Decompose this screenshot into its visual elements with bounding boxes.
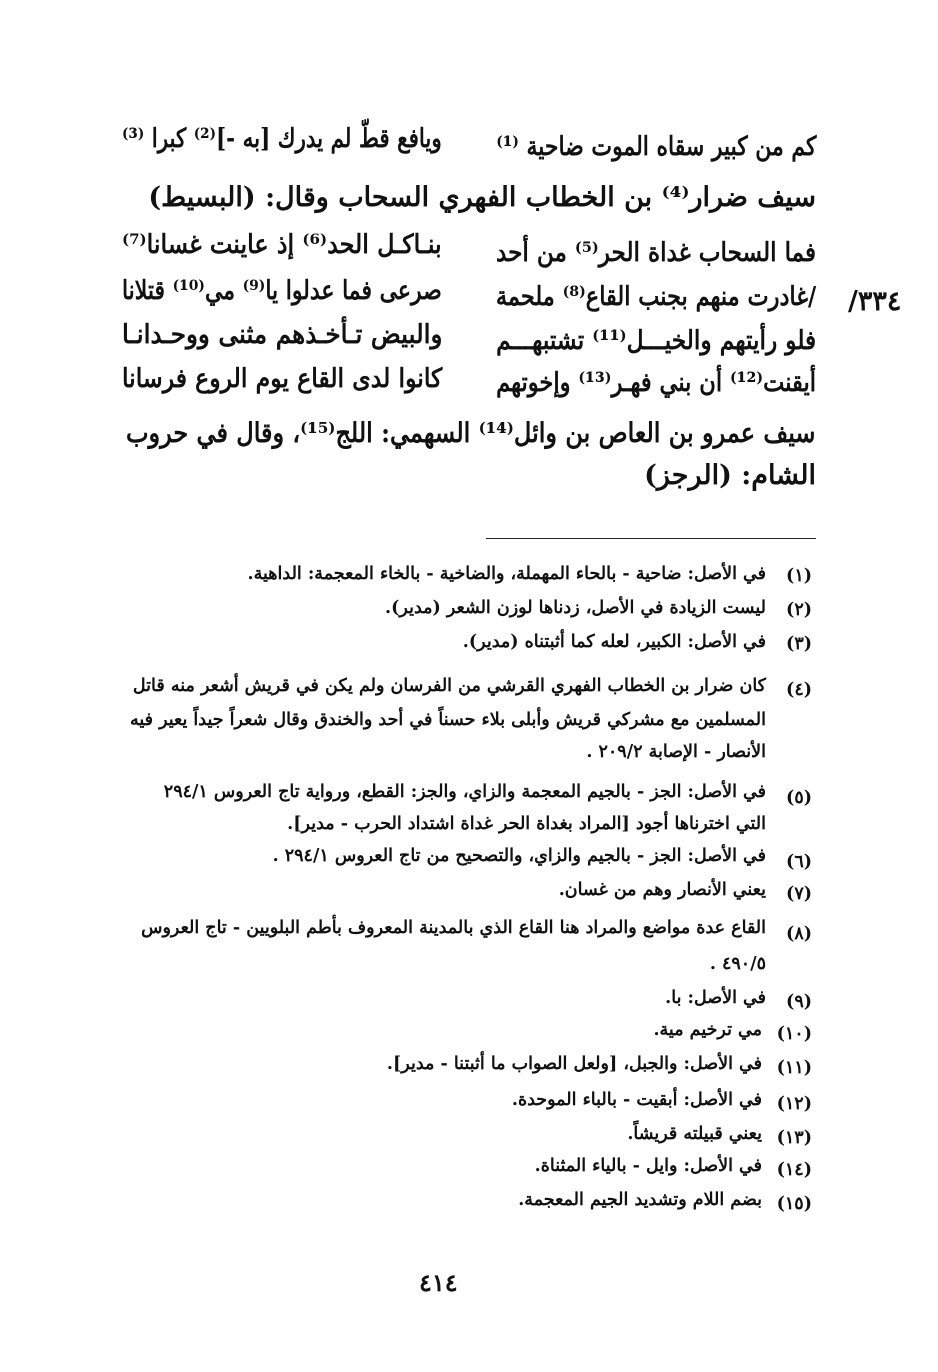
footnote-text: كان ضرار بن الخطاب الفهري القرشي من الفرسان ولم يكن في قريش أشعر منه قاتل — [132, 676, 766, 696]
footnote-number: (٣) — [786, 634, 812, 654]
footnote-number: (١١) — [776, 1058, 812, 1078]
footnote-number: (١٠) — [776, 1024, 812, 1044]
footnote-number: (٥) — [786, 788, 812, 808]
footnote-number: (١٢) — [776, 1094, 812, 1114]
footnote-text: الأنصار - الإصابة ٢٠٩/٢ . — [586, 742, 766, 762]
intro-line-3: الشام: (الرجز) — [644, 460, 816, 491]
poem2-verse2-left: صرعى فما عدلوا يا⁽⁹⁾ مي⁽¹⁰⁾ قتلانا — [122, 276, 442, 306]
poem2-verse4-right: أيقنت⁽¹²⁾ أن بني فهـر⁽¹³⁾ وإخوتهم — [496, 368, 816, 398]
footnote-text: المسلمين مع مشركي قريش وأبلى بلاء حسناً في أحد والخندق وقال شعراً جيداً يعير فيه — [129, 710, 766, 730]
poem2-verse2-right: /غادرت منهم بجنب القاع⁽⁸⁾ ملحمة — [495, 282, 816, 312]
footnote-number: (١٥) — [776, 1194, 812, 1214]
footnote-text: ليست الزيادة في الأصل، زدناها لوزن الشعر (مدير). — [385, 598, 766, 618]
intro-line-2: سيف عمرو بن العاص بن وائل⁽¹⁴⁾ السهمي: اللج⁽¹⁵⁾، وقال في حروب — [126, 418, 816, 449]
poem2-verse1-left: بنـاكـل الحد⁽⁶⁾ إذ عاينت غسانا⁽⁷⁾ — [122, 230, 442, 260]
footnote-text: مي ترخيم مية. — [653, 1020, 762, 1040]
poem2-verse3-left: والبيض تـأخـذهم مثنى ووحـدانـا — [122, 320, 443, 350]
footnote-text: في الأصل: ضاحية - بالحاء المهملة، والضاخية - بالخاء المعجمة: الداهية. — [247, 564, 766, 584]
page-number: ٤١٤ — [419, 1268, 458, 1297]
poem2-verse4-left: كانوا لدى القاع يوم الروع فرسانا — [122, 364, 443, 394]
footnote-text: التي اخترناها أجود [المراد بغداة الحر غداة اشتداد الحرب - مدير]. — [287, 814, 766, 834]
footnote-number: (١) — [786, 566, 812, 586]
poem1-hemistich-right: كم من كبير سقاه الموت ضاحية ⁽¹⁾ — [495, 132, 816, 162]
footnote-text: في الأصل: والجبل، [ولعل الصواب ما أثبتنا - مدير]. — [386, 1054, 762, 1074]
footnote-text: في الأصل: الكبير، لعله كما أثبتناه (مدير). — [462, 632, 766, 652]
footnote-text: بضم اللام وتشديد الجيم المعجمة. — [518, 1190, 762, 1210]
footnote-text: في الأصل: وايل - بالياء المثناة. — [534, 1156, 762, 1176]
footnote-text: في الأصل: الجز - بالجيم المعجمة والزاي، والجز: القطع، ورواية تاج العروس ٢٩٤/١ — [163, 782, 766, 802]
footnote-number: (٩) — [786, 992, 812, 1012]
footnote-text: القاع عدة مواضع والمراد هنا القاع الذي بالمدينة المعروف بأطم البلويين - تاج العروس — [141, 918, 766, 938]
footnote-text: يعني قبيلته قريشاً. — [627, 1124, 762, 1144]
footnote-number: (٢) — [786, 600, 812, 620]
poem2-verse1-right: فما السحاب غداة الحر⁽⁵⁾ من أحد — [495, 238, 816, 268]
poem1-hemistich-left: ويافع قطّ لم يدرك [به -]⁽²⁾ كبرا ⁽³⁾ — [122, 124, 442, 154]
footnote-number: (٨) — [786, 924, 812, 944]
footnote-separator — [486, 538, 816, 539]
poem2-verse3-right: فلو رأيتهم والخيـــل⁽¹¹⁾ تشتبهـــم — [495, 326, 816, 356]
manuscript-folio-marker: /٣٣٤ — [848, 286, 902, 317]
footnote-number: (١٤) — [776, 1160, 812, 1180]
footnote-text: في الأصل: الجز - بالجيم والزاي، والتصحيح من تاج العروس ٢٩٤/١ . — [272, 846, 766, 866]
footnote-text: يعني الأنصار وهم من غسان. — [558, 880, 766, 900]
footnote-number: (٧) — [786, 884, 812, 904]
intro-line-1: سيف ضرار⁽⁴⁾ بن الخطاب الفهري السحاب وقال: (البسيط) — [148, 182, 816, 213]
footnote-text: ٤٩٠/٥ . — [709, 954, 766, 974]
footnote-number: (٤) — [786, 680, 812, 700]
footnote-number: (٦) — [786, 852, 812, 872]
footnote-number: (١٣) — [776, 1128, 812, 1148]
footnote-text: في الأصل: أبقيت - بالباء الموحدة. — [511, 1090, 762, 1110]
footnote-text: في الأصل: با. — [665, 988, 766, 1008]
